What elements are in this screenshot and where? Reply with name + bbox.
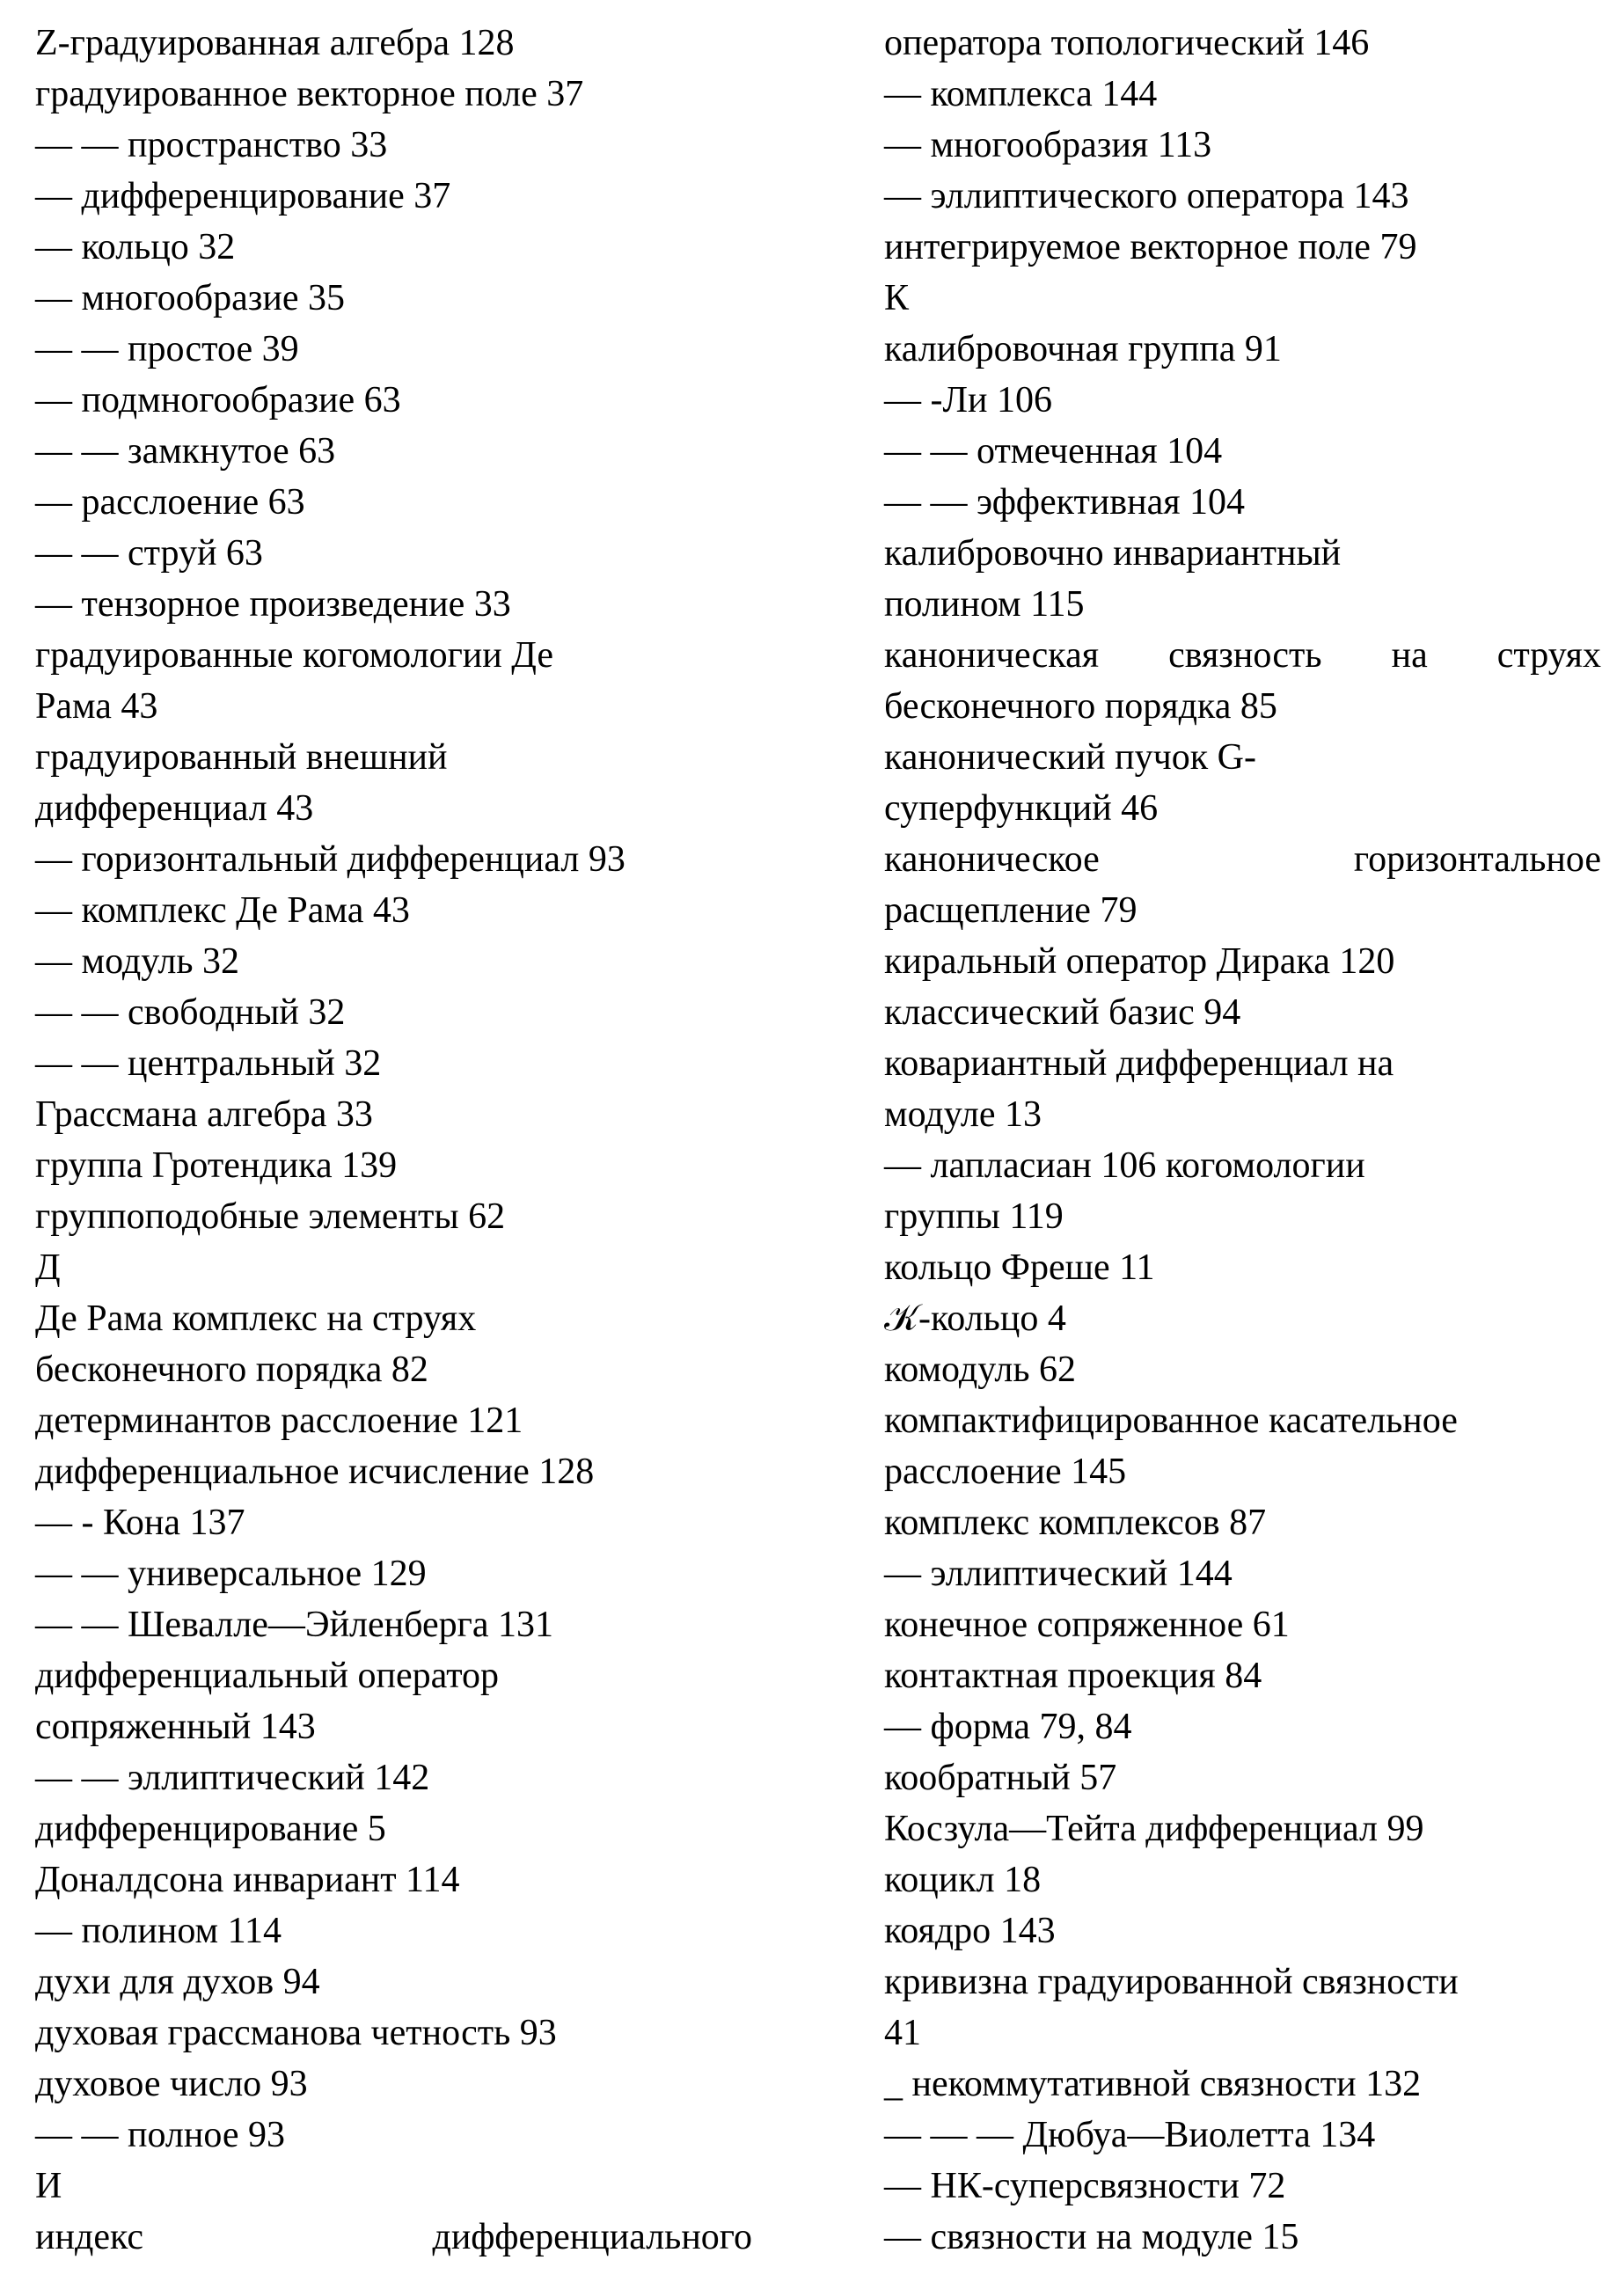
index-entry: компактифицированное касательное <box>884 1401 1458 1441</box>
index-entry: — расслоение 63 <box>35 482 305 523</box>
index-entry: классический базис 94 <box>884 992 1241 1033</box>
index-entry: сопряженный 143 <box>35 1707 316 1747</box>
index-entry: — полином 114 <box>35 1911 282 1951</box>
index-entry: комодуль 62 <box>884 1349 1076 1390</box>
index-entry: индекс дифференциального <box>35 2217 752 2257</box>
index-entry: 41 <box>884 2013 921 2053</box>
index-entry: духовое число 93 <box>35 2064 308 2104</box>
index-entry: комплекс комплексов 87 <box>884 1503 1267 1543</box>
index-entry: полином 115 <box>884 584 1085 625</box>
index-entry: К <box>884 278 910 318</box>
index-entry: калибровочно инвариантный <box>884 533 1342 574</box>
index-entry: — — отмеченная 104 <box>884 431 1223 472</box>
index-entry: — эллиптический 144 <box>884 1554 1233 1594</box>
index-entry: градуированный внешний <box>35 737 448 778</box>
index-entry: расслоение 145 <box>884 1452 1127 1492</box>
index-entry: — — универсальное 129 <box>35 1554 427 1594</box>
index-entry: духовая грассманова четность 93 <box>35 2013 557 2053</box>
index-entry: — комплекса 144 <box>884 74 1158 114</box>
index-entry: каноническая связность на струях <box>884 635 1601 676</box>
index-entry: ковариантный дифференциал на <box>884 1043 1394 1084</box>
index-entry: дифференциальный оператор <box>35 1656 500 1696</box>
index-entry: — горизонтальный дифференциал 93 <box>35 839 625 880</box>
index-entry: канонический пучок G- <box>884 737 1256 778</box>
index-entry: коядро 143 <box>884 1911 1056 1951</box>
index-entry: — — центральный 32 <box>35 1043 382 1084</box>
index-entry: — многообразие 35 <box>35 278 345 318</box>
index-entry: — — пространство 33 <box>35 125 388 165</box>
index-entry: — — — Дюбуа—Виолетта 134 <box>884 2115 1376 2155</box>
index-entry: дифференциальное исчисление 128 <box>35 1452 595 1492</box>
index-entry: бесконечного порядка 82 <box>35 1349 428 1390</box>
index-entry: Рама 43 <box>35 686 158 727</box>
index-entry: — дифференцирование 37 <box>35 176 451 216</box>
index-entry: — -Ли 106 <box>884 380 1052 421</box>
index-entry: Доналдсона инвариант 114 <box>35 1860 460 1900</box>
index-entry: модуле 13 <box>884 1094 1042 1135</box>
index-entry: — - Кона 137 <box>35 1503 245 1543</box>
index-entry: коцикл 18 <box>884 1860 1042 1900</box>
index-entry: кообратный 57 <box>884 1758 1117 1798</box>
index-entry: расщепление 79 <box>884 890 1138 931</box>
index-entry: Z-градуированная алгебра 128 <box>35 23 515 63</box>
index-entry: — — замкнутое 63 <box>35 431 336 472</box>
index-entry: группоподобные элементы 62 <box>35 1196 506 1237</box>
index-entry: — — Шевалле—Эйленберга 131 <box>35 1605 553 1645</box>
index-entry: — комплекс Де Рама 43 <box>35 890 410 931</box>
index-entry: группа Гротендика 139 <box>35 1145 398 1186</box>
index-entry: дифференциал 43 <box>35 788 314 829</box>
index-entry: калибровочная группа 91 <box>884 329 1282 369</box>
index-entry: — — простое 39 <box>35 329 299 369</box>
index-entry: кривизна градуированной связности <box>884 1962 1459 2002</box>
index-column-left <box>35 18 752 2263</box>
index-entry: дифференцирование 5 <box>35 1809 386 1849</box>
index-entry: — — свободный 32 <box>35 992 346 1033</box>
index-entry: каноническое горизонтальное <box>884 839 1601 880</box>
index-column-right <box>884 18 1601 2263</box>
index-entry: Д <box>35 1247 61 1288</box>
index-entry: — — полное 93 <box>35 2115 286 2155</box>
index-entry: — связности на модуле 15 <box>884 2217 1299 2257</box>
index-entry: — подмногообразие 63 <box>35 380 401 421</box>
index-entry: интегрируемое векторное поле 79 <box>884 227 1417 267</box>
index-entry: _ некоммутативной связности 132 <box>884 2064 1422 2104</box>
index-entry: оператора топологический 146 <box>884 23 1370 63</box>
index-entry: — — эффективная 104 <box>884 482 1246 523</box>
index-entry: — модуль 32 <box>35 941 240 982</box>
index-entry: конечное сопряженное 61 <box>884 1605 1290 1645</box>
index-entry: Де Рама комплекс на струях <box>35 1298 477 1339</box>
index-entry: суперфункций 46 <box>884 788 1159 829</box>
index-entry: контактная проекция 84 <box>884 1656 1262 1696</box>
index-entry: Грассмана алгебра 33 <box>35 1094 373 1135</box>
index-entry: Косзула—Тейта дифференциал 99 <box>884 1809 1424 1849</box>
index-entry: — эллиптического оператора 143 <box>884 176 1409 216</box>
index-entry: — — струй 63 <box>35 533 263 574</box>
index-entry: — кольцо 32 <box>35 227 236 267</box>
index-entry: группы 119 <box>884 1196 1064 1237</box>
index-entry: детерминантов расслоение 121 <box>35 1401 523 1441</box>
index-entry: градуированные когомологии Де <box>35 635 554 676</box>
index-entry: — — эллиптический 142 <box>35 1758 430 1798</box>
index-entry: градуированное векторное поле 37 <box>35 74 584 114</box>
index-entry: кольцо Фреше 11 <box>884 1247 1155 1288</box>
index-entry: — многообразия 113 <box>884 125 1212 165</box>
index-entry: — тензорное произведение 33 <box>35 584 511 625</box>
index-entry: духи для духов 94 <box>35 1962 320 2002</box>
index-entry: И <box>35 2166 62 2206</box>
index-entry: — лапласиан 106 когомологии <box>884 1145 1365 1186</box>
index-entry: бесконечного порядка 85 <box>884 686 1277 727</box>
index-entry: киральный оператор Дирака 120 <box>884 941 1395 982</box>
index-entry: 𝒦-кольцо 4 <box>884 1298 1066 1339</box>
index-entry: — форма 79, 84 <box>884 1707 1132 1747</box>
index-entry: — НК-суперсвязности 72 <box>884 2166 1286 2206</box>
